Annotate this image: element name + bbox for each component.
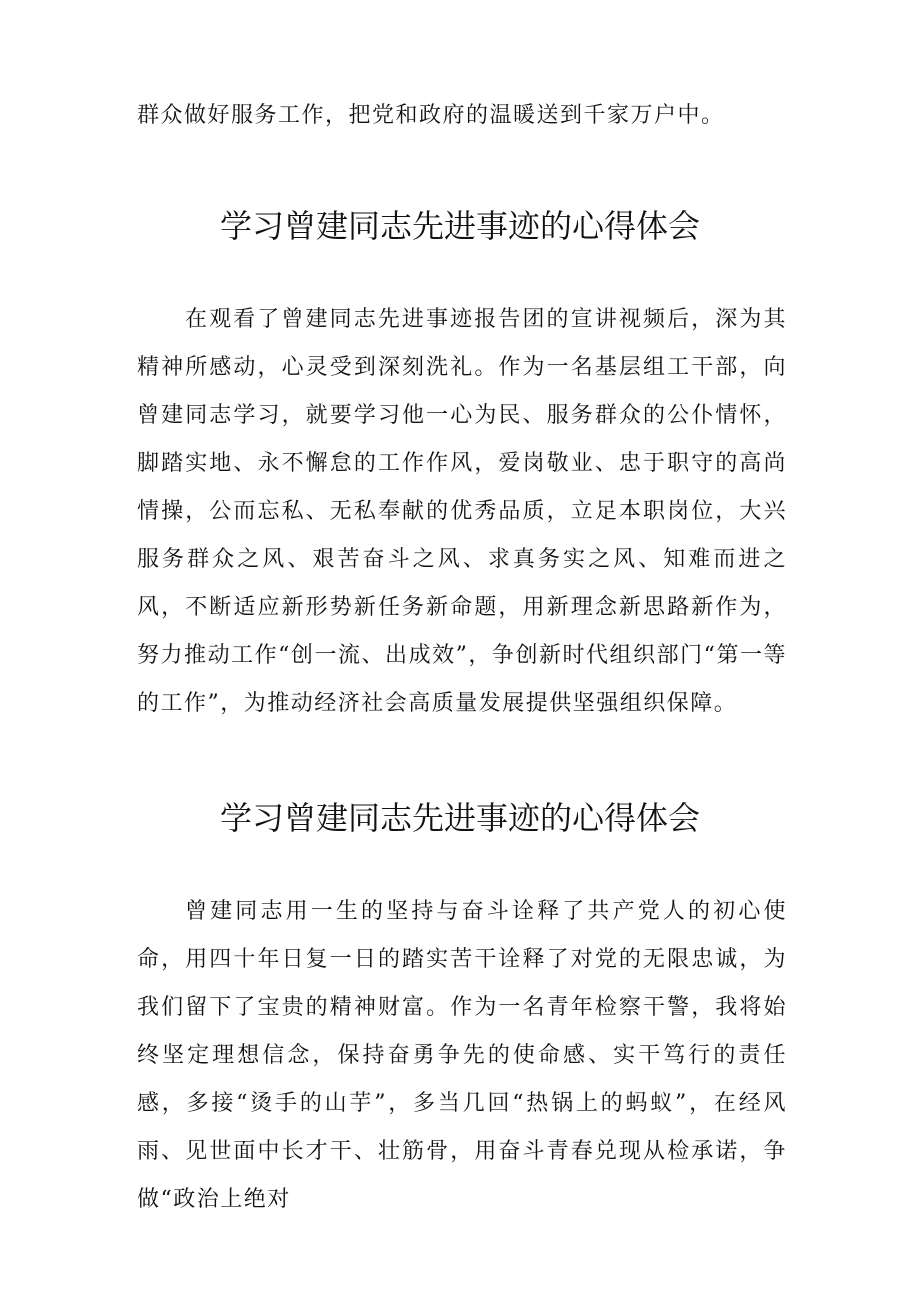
section-1-body: 在观看了曾建同志先进事迹报告团的宣讲视频后，深为其精神所感动，心灵受到深刻洗礼。作为一名基层组工干部，向曾建同志学习，就要学习他一心为民、服务群众的公仆情怀，脚踏实地、永不懈怠的工作作风，爱岗敬业、忠于职守的高尚情操，公而忘私、无私奉献的优秀品质，立足本职岗位，大兴服务群众之风、艰苦奋斗之风、求真务实之风、知难而进之风，不断适应新形势新任务新命题，用新理念新思路新作为，努力推动工作“创一流、出成效”，争创新时代组织部门“第一等的工作”，为推动经济社会高质量发展提供坚强组织保障。	[137, 307, 787, 716]
section-1-body-block	[137, 296, 787, 728]
section-2-title: 学习曾建同志先进事迹的心得体会	[219, 799, 700, 837]
intro-paragraph: 群众做好服务工作，把党和政府的温暖送到千家万户中。	[137, 103, 725, 128]
section-1-title: 学习曾建同志先进事迹的心得体会	[219, 207, 700, 245]
section-2-body-block	[137, 888, 787, 1224]
section-2-body: 曾建同志用一生的坚持与奋斗诠释了共产党人的初心使命，用四十年日复一日的踏实苦干诠释了对党的无限忠诚，为我们留下了宝贵的精神财富。作为一名青年检察干警，我将始终坚定理想信念，保持奋勇争先的使命感、实干笃行的责任感，多接“烫手的山芋”，多当几回“热锅上的蚂蚁”，在经风雨、见世面中长才干、壮筋骨，用奋斗青春兑现从检承诺，争做“政治上绝对	[137, 899, 787, 1212]
intro-paragraph-block	[137, 92, 787, 140]
